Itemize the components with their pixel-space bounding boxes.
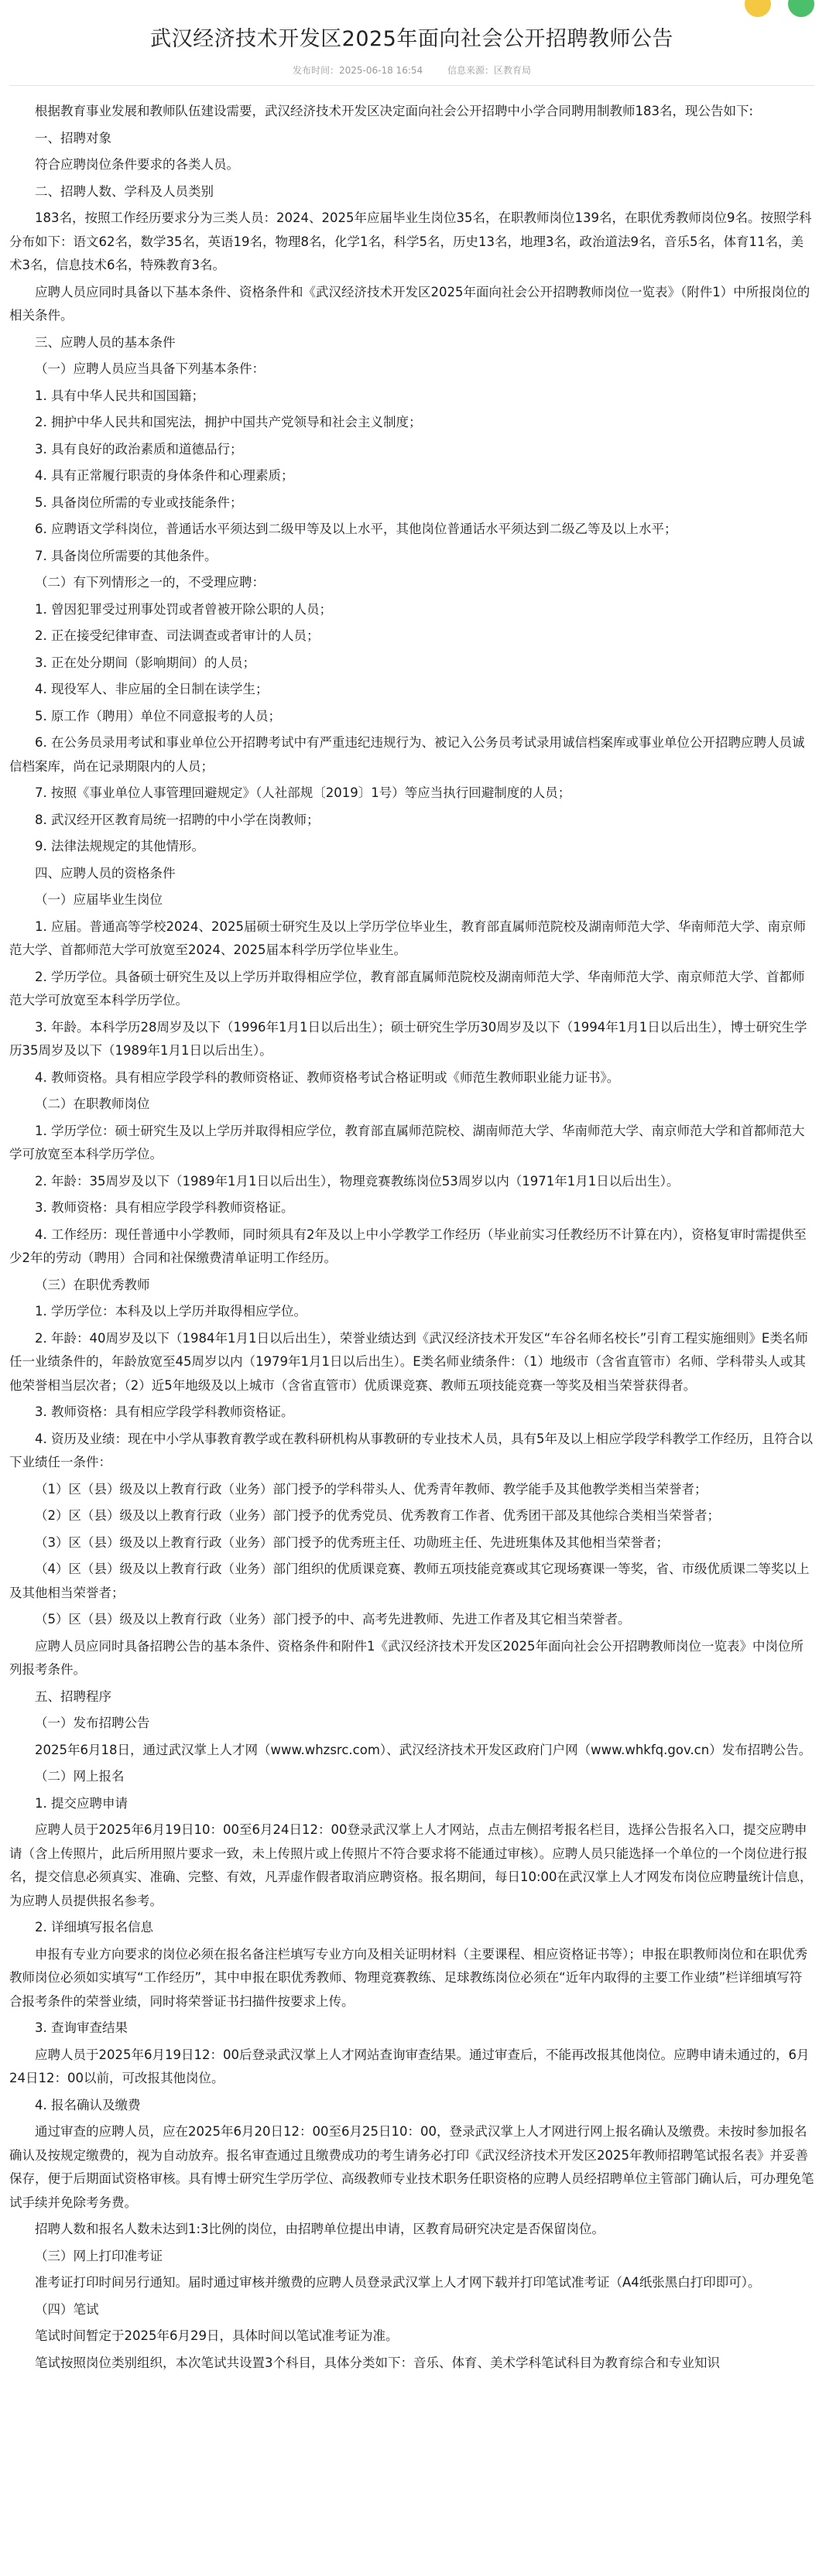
article-paragraph: （三）网上打印准考证 <box>35 2248 163 2263</box>
article-body <box>9 100 814 2375</box>
article-paragraph: 6. 在公务员录用考试和事业单位公开招聘考试中有严重违纪违规行为、被记入公务员考试录用诚信档案库或事业单位公开招聘应聘人员诚信档案库，尚在记录期限内的人员； <box>9 735 805 774</box>
article-meta <box>9 60 814 80</box>
article-paragraph: （二）在职教师岗位 <box>35 1096 150 1111</box>
article-paragraph: 3. 查询审查结果 <box>35 2020 128 2035</box>
article-paragraph: （2）区（县）级及以上教育行政（业务）部门授予的优秀党员、优秀教育工作者、优秀团干部及其他综合类相当荣誉者； <box>35 1508 720 1523</box>
article-paragraph: 4. 现役军人、非应届的全日制在读学生； <box>35 682 269 696</box>
title-divider <box>9 85 814 86</box>
article-paragraph: 1. 学历学位：本科及以上学历并取得相应学位。 <box>35 1304 307 1319</box>
publish-time: 发布时间：2025-06-18 16:54 <box>293 65 423 76</box>
article-paragraph: 根据教育事业发展和教师队伍建设需要，武汉经济技术开发区决定面向社会公开招聘中小学合同聘用制教师183名，现公告如下: <box>35 104 754 118</box>
article-paragraph: 四、应聘人员的资格条件 <box>35 865 176 881</box>
article-paragraph: 1. 曾因犯罪受过刑事处罚或者曾被开除公职的人员； <box>35 601 332 617</box>
article-paragraph: 6. 应聘语文学科岗位，普通话水平须达到二级甲等及以上水平，其他岗位普通话水平须达到二级乙等及以上水平； <box>35 522 677 536</box>
article-paragraph: 3. 正在处分期间（影响期间）的人员； <box>35 655 255 670</box>
article-paragraph: （二）有下列情形之一的，不受理应聘： <box>35 575 265 590</box>
article-paragraph: 4. 具有正常履行职责的身体条件和心理素质； <box>35 468 294 483</box>
article-paragraph: 三、应聘人员的基本条件 <box>35 334 176 350</box>
article-paragraph: （1）区（县）级及以上教育行政（业务）部门授予的学科带头人、优秀青年教师、教学能手及其他教学类相当荣誉者； <box>35 1481 708 1497</box>
article-paragraph: 1. 具有中华人民共和国国籍； <box>35 388 204 403</box>
article-paragraph: 4. 教师资格。具有相应学段学科的教师资格证、教师资格考试合格证明或《师范生教师职业能力证书》。 <box>35 1069 620 1085</box>
article-paragraph: 五、招聘程序 <box>35 1688 111 1704</box>
article <box>9 0 814 2378</box>
article-paragraph: 4. 工作经历：现任普通中小学教师，同时须具有2年及以上中小学教学工作经历（毕业前实习任教经历不计算在内），资格复审时需提供至少2年的劳动（聘用）合同和社保缴费清单证明工作经历。 <box>9 1226 807 1265</box>
article-paragraph: （4）区（县）级及以上教育行政（业务）部门组织的优质课竞赛、教师五项技能竞赛或其它现场赛课一等奖，省、市级优质课二等奖以上及其他相当荣誉者； <box>9 1562 810 1600</box>
article-paragraph: 3. 具有良好的政治素质和道德品行； <box>35 441 243 457</box>
article-paragraph: （三）在职优秀教师 <box>35 1277 150 1292</box>
article-paragraph: 4. 报名确认及缴费 <box>35 2097 141 2112</box>
article-paragraph: 2. 详细填写报名信息 <box>35 1920 153 1935</box>
article-paragraph: （3）区（县）级及以上教育行政（业务）部门授予的优秀班主任、功勋班主任、先进班集体及其他相当荣誉者； <box>35 1534 669 1550</box>
article-paragraph: 2. 年龄：35周岁及以下（1989年1月1日以后出生），物理竞赛教练岗位53周岁以内（1971年1月1日以后出生）。 <box>35 1173 680 1189</box>
article-paragraph: 3. 教师资格：具有相应学段学科教师资格证。 <box>35 1200 294 1215</box>
article-paragraph: （5）区（县）级及以上教育行政（业务）部门授予的中、高考先进教师、先进工作者及其它相当荣誉者。 <box>35 1612 631 1627</box>
article-paragraph: 2. 拥护中华人民共和国宪法，拥护中国共产党领导和社会主义制度； <box>35 415 422 429</box>
article-paragraph: 符合应聘岗位条件要求的各类人员。 <box>35 157 239 172</box>
article-paragraph: 2. 正在接受纪律审查、司法调查或者审计的人员； <box>35 628 320 643</box>
article-paragraph: （一）应届毕业生岗位 <box>35 892 163 907</box>
article-paragraph: 8. 武汉经开区教育局统一招聘的中小学在岗教师； <box>35 812 320 827</box>
info-source: 信息来源：区教育局 <box>447 65 531 76</box>
article-paragraph: 应聘人员应同时具备以下基本条件、资格条件和《武汉经济技术开发区2025年面向社会公开招聘教师岗位一览表》（附件1）中所报岗位的相关条件。 <box>9 284 810 323</box>
article-paragraph: 3. 教师资格：具有相应学段学科教师资格证。 <box>35 1404 294 1419</box>
article-paragraph: 1. 提交应聘申请 <box>35 1795 128 1811</box>
article-paragraph: 笔试时间暂定于2025年6月29日，具体时间以笔试准考证为准。 <box>35 2328 399 2343</box>
article-paragraph: 申报有专业方向要求的岗位必须在报名备注栏填写专业方向及相关证明材料（主要课程、相应资格证书等）；申报在职教师岗位和在职优秀教师岗位必须如实填写“工作经历”，其中申报在职优秀教师、物理竞赛教练、足球教练岗位必须在“近年内取得的主要工作业绩”栏详细填写符合报考条件的荣誉业绩，同时将荣誉证书扫描件按要求上传。 <box>9 1946 808 2009</box>
article-paragraph: 4. 资历及业绩：现在中小学从事教育教学或在教科研机构从事教研的专业技术人员，具有5年及以上相应学段学科教学工作经历，且符合以下业绩任一条件： <box>9 1431 813 1469</box>
article-paragraph: 7. 具备岗位所需要的其他条件。 <box>35 548 218 563</box>
article-paragraph: 二、招聘人数、学科及人员类别 <box>35 183 214 199</box>
article-paragraph: （四）笔试 <box>35 2301 99 2317</box>
article-paragraph: 1. 学历学位：硕士研究生及以上学历并取得相应学位，教育部直属师范院校、湖南师范大学、华南师范大学、南京师范大学和首都师范大学可放宽至本科学历学位。 <box>9 1123 805 1161</box>
article-paragraph: （一）应聘人员应当具备下列基本条件： <box>35 361 265 376</box>
article-paragraph: 5. 原工作（聘用）单位不同意报考的人员； <box>35 708 281 724</box>
article-paragraph: 笔试按照岗位类别组织，本次笔试共设置3个科目，具体分类如下：音乐、体育、美术学科笔试科目为教育综合和专业知识 <box>35 2355 720 2370</box>
article-paragraph: 1. 应届。普通高等学校2024、2025届硕士研究生及以上学历学位毕业生，教育部直属师范院校及湖南师范大学、华南师范大学、南京师范大学、首都师范大学可放宽至2024、2025届本科学历学位毕业生。 <box>9 919 806 957</box>
article-paragraph: 2. 年龄：40周岁及以下（1984年1月1日以后出生），荣誉业绩达到《武汉经济技术开发区“车谷名师名校长”引育工程实施细则》E类名师任一业绩条件的，年龄放宽至45周岁以内（1979年1月1日以后出生）。E类名师业绩条件：（1）地级市（含省直管市）名师、学科带头人或其他荣誉相当层次者；（2）近5年地级及以上城市（含省直管市）优质课竞赛、教师五项技能竞赛一等奖及相当荣誉获得者。 <box>9 1330 808 1393</box>
article-paragraph: 通过审查的应聘人员，应在2025年6月20日12：00至6月25日10：00，登录武汉掌上人才网进行网上报名确认及缴费。未按时参加报名确认及按规定缴费的，视为自动放弃。报名审查通过且缴费成功的考生请务必打印《武汉经济技术开发区2025年教师招聘笔试报名表》并妥善保存，便于后期面试资格审核。具有博士研究生学历学位、高级教师专业技术职务任职资格的应聘人员经招聘单位主管部门确认后，可办理免笔试手续并免除考务费。 <box>9 2124 814 2210</box>
article-paragraph: 5. 具备岗位所需的专业或技能条件； <box>35 494 243 510</box>
article-paragraph: 一、招聘对象 <box>35 130 111 145</box>
article-paragraph: 应聘人员应同时具备招聘公告的基本条件、资格条件和附件1《武汉经济技术开发区2025年面向社会公开招聘教师岗位一览表》中岗位所列报考条件。 <box>9 1638 803 1677</box>
article-paragraph: （一）发布招聘公告 <box>35 1716 150 1730</box>
article-paragraph: 183名，按照工作经历要求分为三类人员：2024、2025年应届毕业生岗位35名，在职教师岗位139名，在职优秀教师岗位9名。按照学科分布如下：语文62名，数学35名，英语19名，物理8名，化学1名，科学5名，历史13名，地理3名，政治道法9名，音乐5名，体育11名，美术3名，信息技术6名，特殊教育3名。 <box>9 210 812 272</box>
article-paragraph: 应聘人员于2025年6月19日12：00后登录武汉掌上人才网站查询审查结果。通过审查后，不能再改报其他岗位。应聘申请未通过的，6月24日12：00以前，可改报其他岗位。 <box>9 2047 810 2085</box>
article-paragraph: 应聘人员于2025年6月19日10：00至6月24日12：00登录武汉掌上人才网站，点击左侧招考报名栏目，选择公告报名入口，提交应聘申请（含上传照片，此后所用照片要求一致，未上传照片或上传照片不符合要求将不能通过审核）。应聘人员只能选择一个单位的一个岗位进行报名，提交信息必须真实、准确、完整、有效，凡弄虚作假者取消应聘资格。报名期间，每日10:00在武汉掌上人才网发布岗位应聘量统计信息，为应聘人员提供报名参考。 <box>9 1822 813 1908</box>
article-paragraph: 招聘人数和报名人数未达到1:3比例的岗位，由招聘单位提出申请，区教育局研究决定是否保留岗位。 <box>35 2222 605 2236</box>
article-paragraph: （二）网上报名 <box>35 1769 125 1784</box>
article-paragraph: 9. 法律法规规定的其他情形。 <box>35 839 204 854</box>
article-paragraph: 7. 按照《事业单位人事管理回避规定》（人社部规〔2019〕1号）等应当执行回避制度的人员； <box>35 785 571 800</box>
article-paragraph: 2. 学历学位。具备硕士研究生及以上学历并取得相应学位，教育部直属师范院校及湖南师范大学、华南师范大学、南京师范大学、首都师范大学可放宽至本科学历学位。 <box>9 969 805 1007</box>
article-paragraph: 3. 年龄。本科学历28周岁及以下（1996年1月1日以后出生）；硕士研究生学历30周岁及以下（1994年1月1日以后出生），博士研究生学历35周岁及以下（1989年1月1日以后出生）。 <box>9 1019 807 1058</box>
page-title: 武汉经济技术开发区2025年面向社会公开招聘教师公告 <box>150 27 673 51</box>
article-paragraph: 准考证打印时间另行通知。届时通过审核并缴费的应聘人员登录武汉掌上人才网下载并打印笔试准考证（A4纸张黑白打印即可）。 <box>35 2275 761 2290</box>
article-paragraph: 2025年6月18日，通过武汉掌上人才网（www.whzsrc.com）、武汉经济技术开发区政府门户网（www.whkfq.gov.cn）发布招聘公告。 <box>35 1742 812 1757</box>
